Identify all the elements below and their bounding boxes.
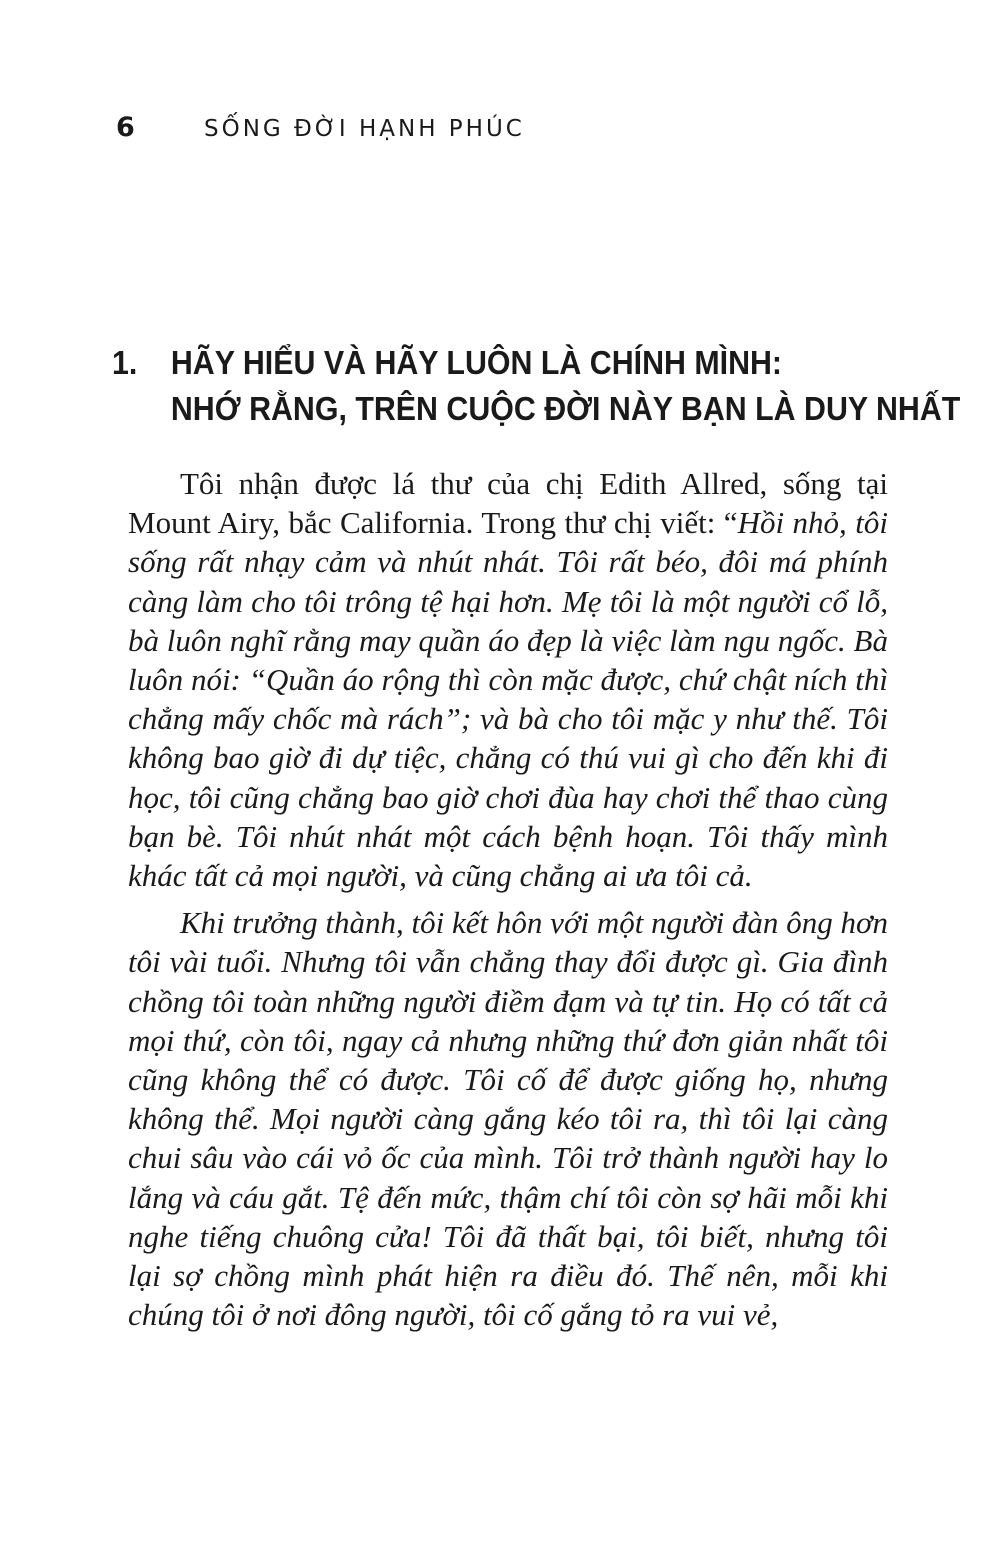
- chapter-title-line-1: [112, 340, 839, 386]
- chapter-heading: [112, 340, 961, 432]
- running-head: [116, 112, 525, 143]
- page-number: 6: [116, 112, 137, 143]
- body-text: [128, 464, 888, 1342]
- chapter-number: 1.: [112, 344, 138, 382]
- book-title: SỐNG ĐỜI HẠNH PHÚC: [204, 116, 525, 142]
- paragraph-1-quote: Hồi nhỏ, tôi sống rất nhạy cảm và nhút nhát. Tôi rất béo, đôi má phính càng làm cho tôi trông tệ hại hơn. Mẹ tôi là một người cổ lỗ, bà luôn nghĩ rằng may quần áo đẹp là việc làm ngu ngốc. Bà luôn nói: “Quần áo rộng thì còn mặc được, chứ chật ních thì chẳng mấy chốc mà rách”; và bà cho tôi mặc y như thế. Tôi không bao giờ đi dự tiệc, chẳng có thú vui gì cho đến khi đi học, tôi cũng chẳng bao giờ chơi đùa hay chơi thể thao cùng bạn bè. Tôi nhút nhát một cách bệnh hoạn. Tôi thấy mình khác tất cả mọi người, và cũng chẳng ai ưa tôi cả.: [128, 505, 888, 894]
- paragraph-1: [128, 464, 888, 895]
- chapter-title-text-1: HÃY HIỂU VÀ HÃY LUÔN LÀ CHÍNH MÌNH:: [170, 344, 783, 382]
- chapter-title-line-2: NHỚ RẰNG, TRÊN CUỘC ĐỜI NÀY BẠN LÀ DUY NHẤT: [170, 390, 961, 428]
- paragraph-2: Khi trưởng thành, tôi kết hôn với một người đàn ông hơn tôi vài tuổi. Nhưng tôi vẫn chẳng thay đổi được gì. Gia đình chồng tôi toàn những người điềm đạm và tự tin. Họ có tất cả mọi thứ, còn tôi, ngay cả nhưng những thứ đơn giản nhất tôi cũng không thể có được. Tôi cố để được giống họ, nhưng không thể. Mọi người càng gắng kéo tôi ra, thì tôi lại càng chui sâu vào cái vỏ ốc của mình. Tôi trở thành người hay lo lắng và cáu gắt. Tệ đến mức, thậm chí tôi còn sợ hãi mỗi khi nghe tiếng chuông cửa! Tôi đã thất bại, tôi biết, nhưng tôi lại sợ chồng mình phát hiện ra điều đó. Thế nên, mỗi khi chúng tôi ở nơi đông người, tôi cố gắng tỏ ra vui vẻ,: [128, 905, 888, 1333]
- paragraph-1-intro: Tôi nhận được lá thư của chị Edith Allred, sống tại Mount Airy, bắc California. Trong thư chị viết: “: [128, 466, 888, 541]
